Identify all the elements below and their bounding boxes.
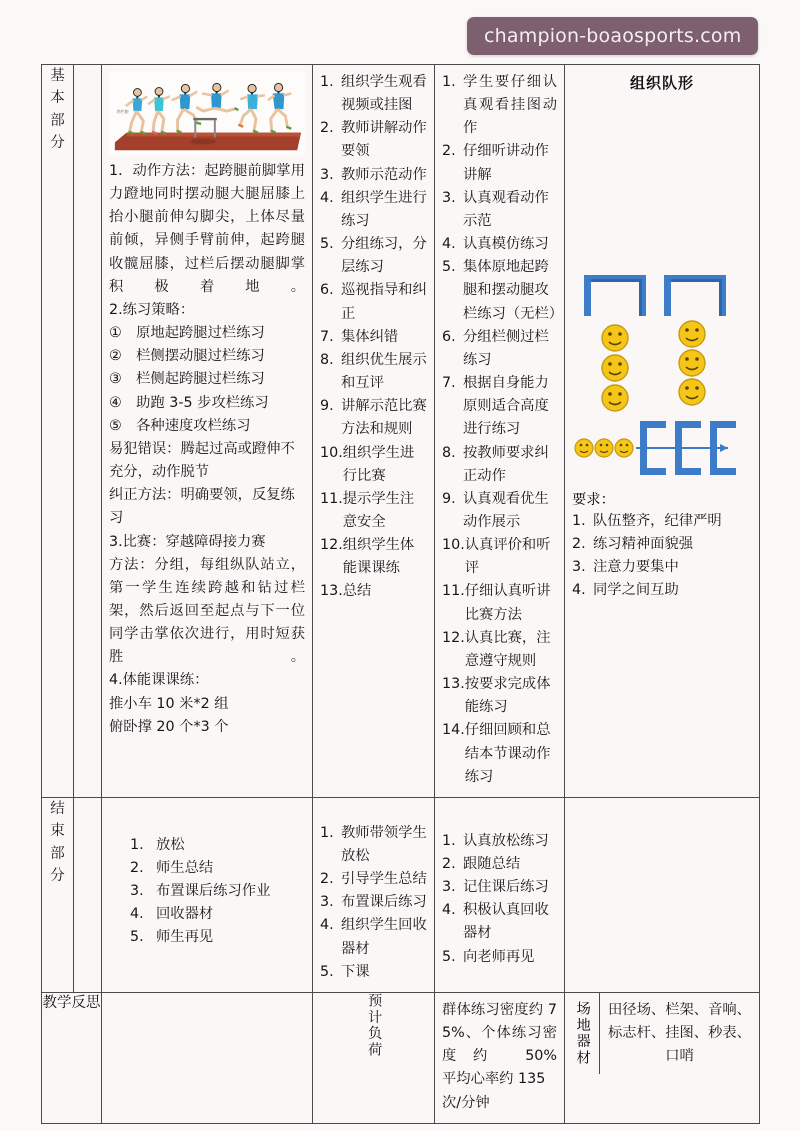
formation-requirements (572, 489, 752, 603)
student-activity-column-basic (435, 65, 565, 798)
list-item: 3. 布置课后练习 (320, 894, 427, 911)
lesson-plan-table (41, 64, 760, 1124)
time-column-ending (74, 797, 102, 992)
list-item: 3. 布置课后练习作业 (130, 883, 271, 900)
list-item: 3. 认真观看动作示范 (442, 189, 549, 229)
list-item: 4. 回收器材 (130, 906, 214, 923)
section-label-basic (42, 65, 74, 798)
label-char: 束 (50, 823, 65, 840)
list-item: 8. 按教师要求纠正动作 (442, 444, 549, 484)
section-label-ending (42, 797, 74, 992)
student-activity-list (442, 71, 564, 789)
list-item: 14. 仔细回顾和总结本节课动作练习 (442, 722, 551, 785)
formation-column-basic (565, 65, 760, 798)
hurdle-icon-left (584, 275, 646, 316)
list-item: 2. 练习精神面貌强 (572, 536, 694, 553)
venue-label (565, 993, 600, 1074)
list-item: 4. 认真模仿练习 (442, 236, 549, 253)
load-text-line1: 群体练习密度约 75%、个体练习密度约 50% (442, 1001, 557, 1065)
content-para: ④ 助跑 3-5 步攻栏练习 (109, 394, 269, 411)
venue-equipment-cell (565, 992, 760, 1123)
table-row-reflection (42, 992, 760, 1123)
label-char: 部 (50, 112, 65, 129)
load-label (313, 992, 435, 1123)
list-item: 2. 引导学生总结 (320, 871, 427, 888)
list-item: 9. 认真观看优生动作展示 (442, 490, 549, 530)
list-item: 5. 下课 (320, 963, 370, 980)
venue-text: 田径场、栏架、音响、标志杆、挂图、秒表、口哨 (608, 1001, 751, 1065)
list-item: 2. 仔细听讲动作讲解 (442, 143, 549, 183)
formation-diagram (572, 93, 752, 483)
formation-column-ending (565, 797, 760, 992)
student-face-icon-l3 (602, 385, 628, 411)
table-row-basic (42, 65, 760, 798)
list-item: 1. 队伍整齐，纪律严明 (572, 513, 722, 529)
content-para: ③ 栏侧起跨腿过栏练习 (109, 371, 265, 388)
venue-value (600, 993, 760, 1074)
teacher-activity-column-basic (313, 65, 435, 798)
content-para: 4.体能课课练： (109, 672, 209, 689)
list-item: 3. 记住课后练习 (442, 879, 549, 896)
content-para: 1．动作方法：起跨腿前脚掌用力蹬地同时摆动腿大腿屈膝上抬小腿前伸勾脚尖，上体尽量前倾，异侧手臂前伸，起跨腿收髋屈膝，过栏后摆动腿脚掌积极着地。 (109, 163, 305, 295)
list-item: 5. 集体原地起跨腿和摆动腿攻栏练习（无栏） (442, 259, 564, 322)
list-item: 13. 按要求完成体能练习 (442, 676, 551, 716)
content-para: 2.练习策略： (109, 301, 195, 318)
list-item: 7. 根据自身能力原则适合高度进行练习 (442, 375, 549, 438)
content-para: 易犯错误：腾起过高或蹬伸不充分，动作脱节 (109, 440, 295, 481)
teacher-activity-list (320, 71, 427, 604)
label-char: 部 (50, 845, 65, 862)
load-value (435, 992, 565, 1123)
content-para: 纠正方法：明确要领，反复练习 (109, 487, 295, 527)
content-para: 3.比赛：穿越障碍接力赛 (109, 533, 266, 550)
requirements-list (572, 510, 752, 603)
relay-face-icon-2 (595, 439, 613, 457)
list-item: 10. 认真评价和听评 (442, 537, 551, 577)
requirements-heading: 要求： (572, 492, 615, 508)
student-face-icon-r3 (679, 379, 705, 405)
list-item: 3. 注意力要集中 (572, 559, 679, 576)
lesson-plan-sheet (41, 64, 759, 1124)
relay-face-icon-3 (615, 439, 633, 457)
reflection-label: 教学反思 (42, 992, 102, 1123)
content-para: ⑤ 各种速度攻栏练习 (109, 417, 251, 434)
ending-teacher-list (320, 822, 427, 984)
teacher-activity-column-ending (313, 797, 435, 992)
list-item: 5. 师生再见 (130, 929, 214, 946)
hurdle-icon-right (664, 275, 726, 316)
list-item: 12. 组织学生体能课课练 (320, 537, 415, 577)
student-activity-column-ending (435, 797, 565, 992)
list-item: 2. 跟随总结 (442, 856, 521, 872)
student-face-icon-r1 (679, 321, 705, 347)
load-text-line2: 平均心率约 135 次/分钟 (442, 1071, 546, 1111)
list-item: 6. 巡视指导和纠正 (320, 282, 427, 322)
label-char: 本 (50, 90, 65, 107)
list-item: 13. 总结 (320, 583, 372, 600)
list-item: 6. 分组栏侧过栏练习 (442, 328, 549, 368)
reflection-body[interactable] (102, 992, 313, 1123)
student-face-icon-l1 (602, 325, 628, 351)
illustration-caption: 跨栏跑 (116, 109, 129, 115)
label-char: 结 (50, 800, 65, 817)
content-column-basic (102, 65, 313, 798)
list-item: 1. 认真放松练习 (442, 832, 549, 849)
list-item: 10. 组织学生进行比赛 (320, 444, 415, 484)
list-item: 4. 组织学生进行练习 (320, 189, 427, 229)
student-face-icon-r2 (679, 350, 705, 376)
venue-label-vertical: 场地器材 (574, 1001, 591, 1067)
content-para: 俯卧撑 20 个*3 个 (109, 718, 229, 735)
list-item: 8. 组织优生展示和互评 (320, 351, 427, 392)
time-column-basic (74, 65, 102, 798)
table-row-ending (42, 797, 760, 992)
list-item: 1. 组织学生观看视频或挂图 (320, 74, 427, 114)
list-item: 11. 仔细认真听讲比赛方法 (442, 583, 551, 623)
content-para: 方法：分组，每组纵队站立，第一学生连续跨越和钻过栏架，然后返回至起点与下一位同学击掌依次进行，用时短获胜。 (109, 556, 305, 666)
list-item: 9. 讲解示范比赛方法和规则 (320, 398, 427, 438)
relay-face-icon-1 (575, 439, 593, 457)
ending-student-list (442, 830, 557, 969)
ending-content-list (130, 834, 302, 950)
content-basic-text (109, 160, 305, 739)
list-item: 1. 教师带领学生放松 (320, 824, 427, 864)
list-item: 5. 向老师再见 (442, 948, 535, 965)
list-item: 12. 认真比赛，注意遵守规则 (442, 629, 551, 669)
list-item: 4. 组织学生回收器材 (320, 917, 427, 957)
list-item: 4. 同学之间互助 (572, 582, 679, 599)
load-label-vertical: 预计负荷 (366, 992, 383, 1059)
list-item: 1. 学生要仔细认真观看挂图动作 (442, 74, 557, 137)
label-char: 基 (50, 68, 65, 84)
list-item: 1. 放松 (130, 836, 185, 853)
list-item: 2. 师生总结 (130, 860, 214, 876)
list-item: 7. 集体纠错 (320, 328, 399, 345)
list-item: 4. 积极认真回收器材 (442, 902, 549, 942)
content-para: ② 栏侧摆动腿过栏练习 (109, 348, 265, 365)
content-column-ending (102, 797, 313, 992)
content-para: ① 原地起跨腿过栏练习 (109, 325, 265, 342)
label-char: 分 (50, 135, 65, 152)
student-face-icon-l2 (602, 355, 628, 381)
list-item: 11. 提示学生注意安全 (320, 490, 415, 530)
hurdling-technique-illustration (109, 71, 305, 157)
formation-title: 组织队形 (629, 74, 694, 92)
label-char: 分 (50, 868, 65, 885)
list-item: 3. 教师示范动作 (320, 166, 427, 183)
content-para: 推小车 10 米*2 组 (109, 695, 229, 712)
list-item: 2. 教师讲解动作要领 (320, 120, 427, 160)
list-item: 5. 分组练习，分层练习 (320, 236, 427, 276)
watermark-url: champion-boaosports.com (467, 17, 758, 55)
